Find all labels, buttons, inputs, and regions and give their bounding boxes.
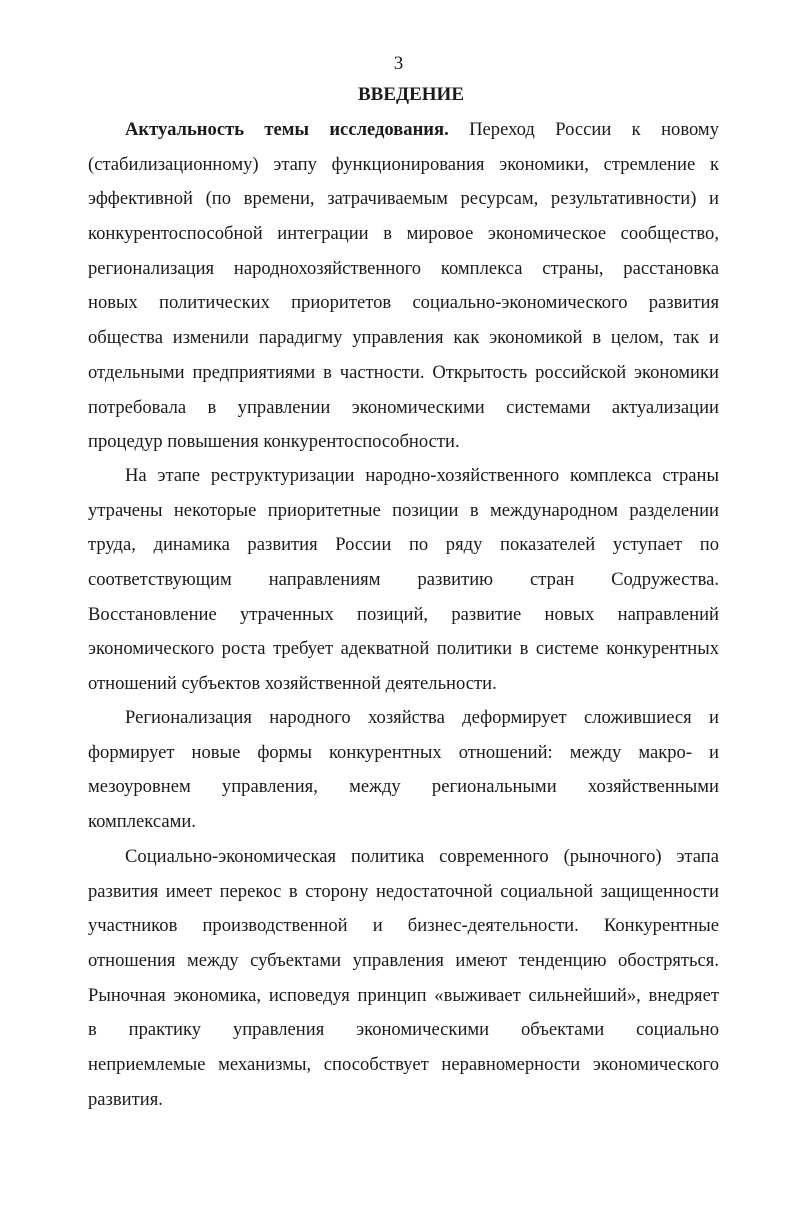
text-line: неприемлемые механизмы, способствует неравномерности экономического: [88, 1054, 719, 1076]
text-line: новых политических приоритетов социально-экономического развития: [88, 292, 719, 314]
text-line: формирует новые формы конкурентных отношений: между макро- и: [88, 741, 719, 763]
text-line: регионализация народнохозяйственного комплекса страны, расстановка: [88, 257, 719, 279]
text-line: участников производственной и бизнес-деятельности. Конкурентные: [88, 915, 719, 937]
text-line: утрачены некоторые приоритетные позиции в международном разделении: [88, 499, 719, 521]
text-line: экономического роста требует адекватной политики в системе конкурентных: [88, 638, 719, 660]
text-line: отдельными предприятиями в частности. Открытость российской экономики: [88, 361, 719, 383]
text-line: развития.: [88, 1088, 163, 1110]
text-line: в практику управления экономическими объектами социально: [88, 1019, 719, 1041]
text-line: мезоуровнем управления, между региональными хозяйственными: [88, 776, 719, 798]
text-line: Социально-экономическая политика современного (рыночного) этапа: [125, 846, 719, 867]
text-line: отношения между субъектами управления имеют тенденцию обостряться.: [88, 950, 719, 972]
text-line: общества изменили парадигму управления как экономикой в целом, так и: [88, 327, 719, 349]
text-line: эффективной (по времени, затрачиваемым ресурсам, результативности) и: [88, 188, 719, 210]
text-line: отношений субъектов хозяйственной деятельности.: [88, 673, 497, 695]
text-line: Восстановление утраченных позиций, развитие новых направлений: [88, 603, 719, 625]
text-line: соответствующим направлениям развитию стран Содружества.: [88, 569, 719, 591]
page-number: 3: [393, 53, 404, 74]
paragraph-regionalization: [88, 701, 719, 840]
text-line: Регионализация народного хозяйства деформирует сложившиеся и: [125, 707, 719, 728]
text-line: конкурентоспособной интеграции в мировое экономическое сообщество,: [88, 223, 719, 245]
text-line: развития имеет перекос в сторону недостаточной социальной защищенности: [88, 880, 719, 902]
lead-heading: Актуальность темы исследования.: [125, 119, 449, 140]
text-line: процедур повышения конкурентоспособности.: [88, 431, 460, 453]
text-line: труда, динамика развития России по ряду показателей уступает по: [88, 534, 719, 556]
page-title: ВВЕДЕНИЕ: [358, 84, 464, 105]
paragraph-restructuring: [88, 459, 719, 702]
paragraph-relevance: [88, 113, 719, 460]
text-line: (стабилизационному) этапу функционирования экономики, стремление к: [88, 153, 719, 175]
text-line: Рыночная экономика, исповедуя принцип «выживает сильнейший», внедряет: [88, 984, 719, 1006]
paragraph-social-policy: [88, 840, 719, 1118]
text-line: потребовала в управлении экономическими системами актуализации: [88, 396, 719, 418]
text-line: На этапе реструктуризации народно-хозяйственного комплекса страны: [125, 465, 719, 486]
text-line: комплексами.: [88, 811, 196, 833]
text-line: Актуальность темы исследования. Переход России к новому: [125, 119, 719, 140]
